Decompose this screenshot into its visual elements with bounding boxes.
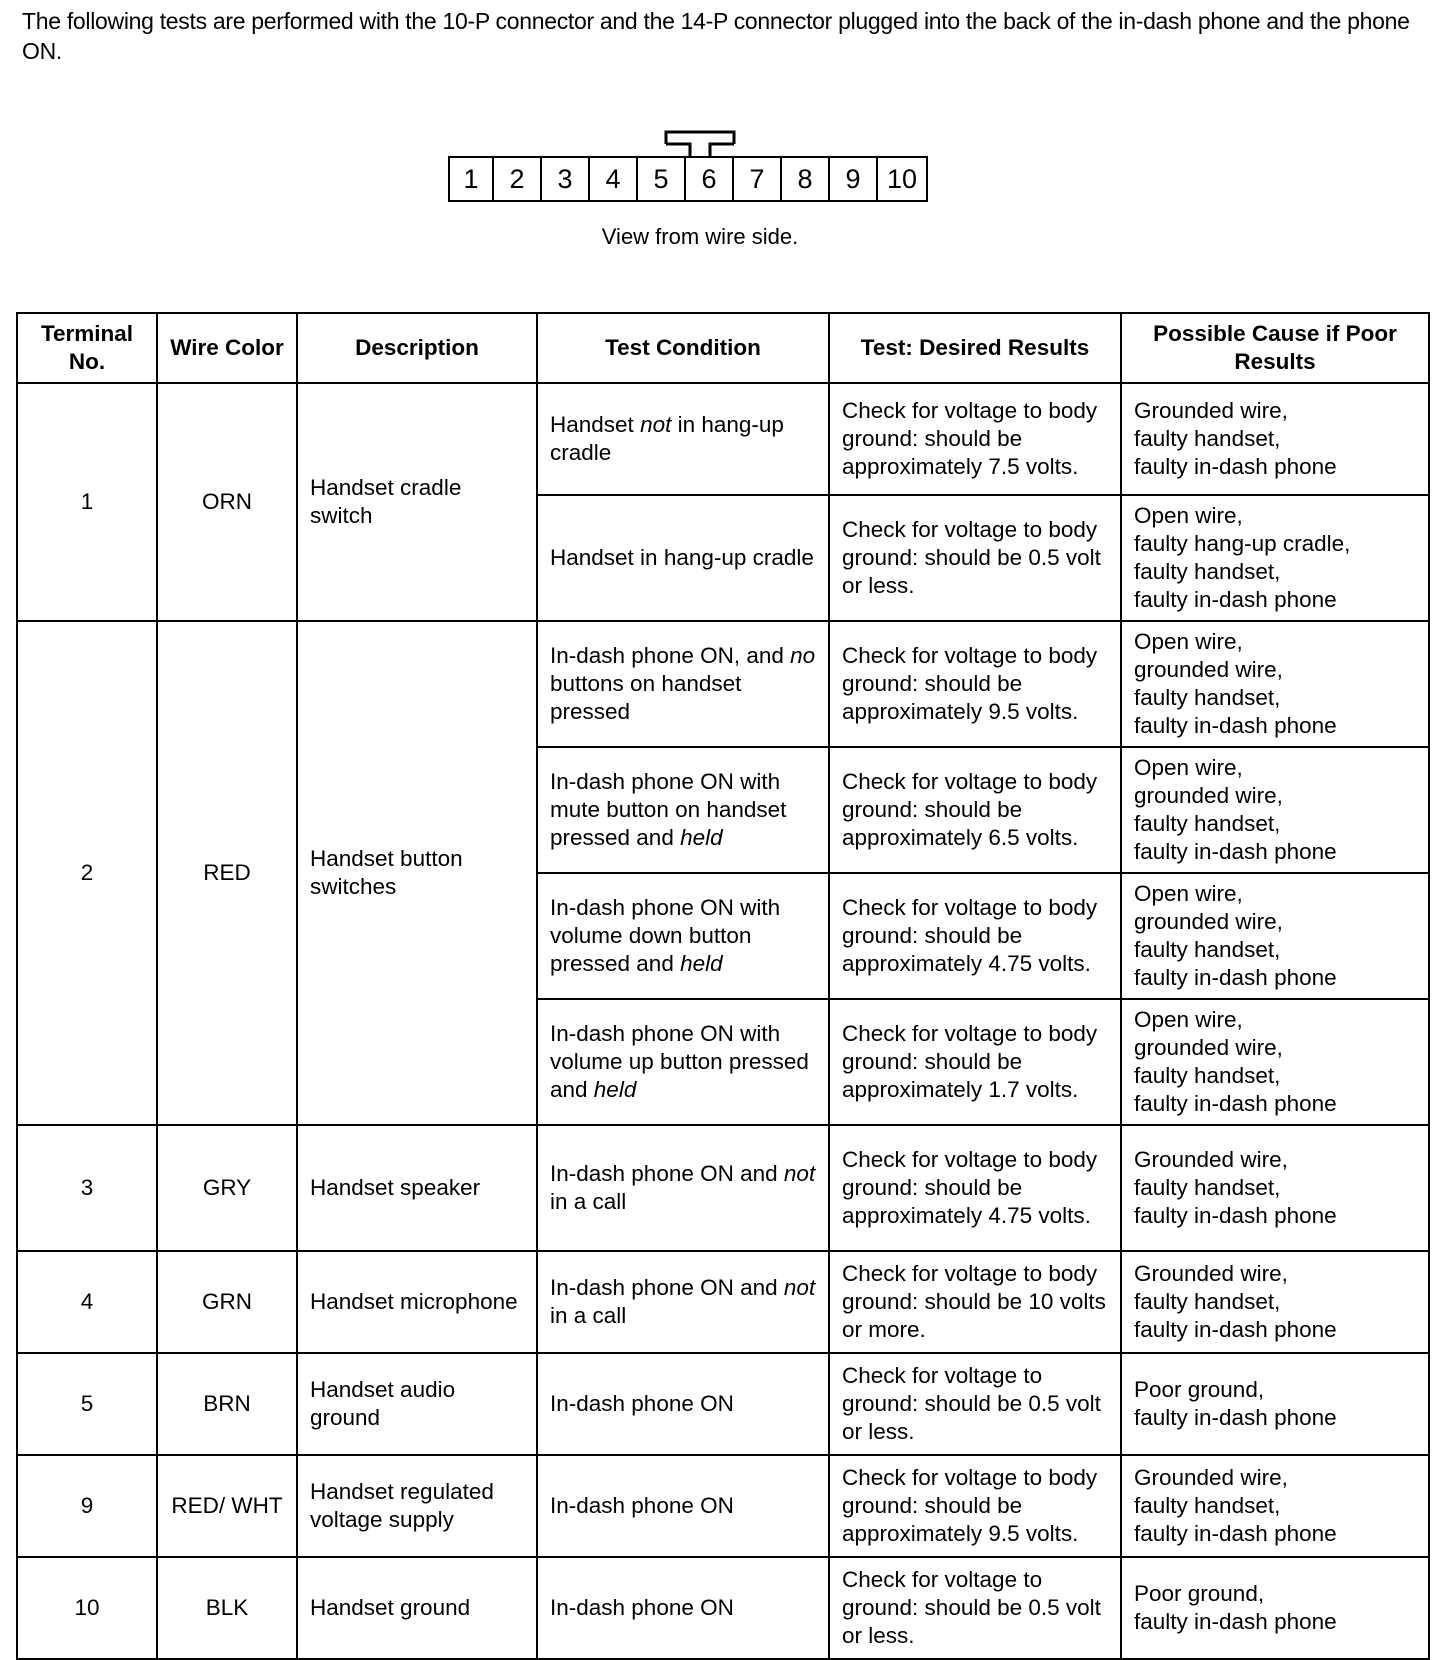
- test-condition-cell: In-dash phone ON and not in a call: [537, 1251, 829, 1353]
- possible-cause-cell: Poor ground, faulty in-dash phone: [1121, 1353, 1429, 1455]
- description-cell: Handset audio ground: [297, 1353, 537, 1455]
- possible-cause-cell: Open wire, faulty hang-up cradle, faulty handset, faulty in-dash phone: [1121, 495, 1429, 621]
- desired-result-cell: Check for voltage to body ground: should be 0.5 volt or less.: [829, 495, 1121, 621]
- test-condition-cell: In-dash phone ON, and no buttons on handset pressed: [537, 621, 829, 747]
- terminal-cell: 1: [17, 383, 157, 621]
- terminal-cell: 5: [17, 1353, 157, 1455]
- desired-result-cell: Check for voltage to ground: should be 0.5 volt or less.: [829, 1557, 1121, 1659]
- desired-result-cell: Check for voltage to body ground: should be approximately 6.5 volts.: [829, 747, 1121, 873]
- connector-pin: 5: [638, 158, 686, 200]
- table-header-row: [17, 313, 1429, 383]
- table-row: [17, 1455, 1429, 1557]
- possible-cause-cell: Grounded wire, faulty handset, faulty in-dash phone: [1121, 383, 1429, 495]
- test-table: [16, 312, 1430, 1660]
- wire-color-cell: RED/ WHT: [157, 1455, 297, 1557]
- test-condition-cell: In-dash phone ON with volume up button pressed and held: [537, 999, 829, 1125]
- desired-result-cell: Check for voltage to body ground: should be approximately 4.75 volts.: [829, 873, 1121, 999]
- connector-pin: 4: [590, 158, 638, 200]
- test-condition-cell: In-dash phone ON: [537, 1455, 829, 1557]
- header-possible-cause: Possible Cause if Poor Results: [1121, 313, 1429, 383]
- test-condition-cell: In-dash phone ON with mute button on handset pressed and held: [537, 747, 829, 873]
- possible-cause-cell: Grounded wire, faulty handset, faulty in-dash phone: [1121, 1251, 1429, 1353]
- desired-result-cell: Check for voltage to body ground: should be 10 volts or more.: [829, 1251, 1121, 1353]
- desired-result-cell: Check for voltage to body ground: should be approximately 4.75 volts.: [829, 1125, 1121, 1251]
- terminal-cell: 4: [17, 1251, 157, 1353]
- test-condition-cell: In-dash phone ON with volume down button pressed and held: [537, 873, 829, 999]
- possible-cause-cell: Open wire, grounded wire, faulty handset, faulty in-dash phone: [1121, 999, 1429, 1125]
- connector-pin: 1: [450, 158, 494, 200]
- wire-color-cell: RED: [157, 621, 297, 1125]
- terminal-cell: 10: [17, 1557, 157, 1659]
- possible-cause-cell: Grounded wire, faulty handset, faulty in-dash phone: [1121, 1455, 1429, 1557]
- connector-diagram: [448, 156, 928, 202]
- possible-cause-cell: Poor ground, faulty in-dash phone: [1121, 1557, 1429, 1659]
- table-row: [17, 1557, 1429, 1659]
- possible-cause-cell: Open wire, grounded wire, faulty handset, faulty in-dash phone: [1121, 747, 1429, 873]
- connector-pin: 10: [886, 163, 918, 194]
- table-row: [17, 1251, 1429, 1353]
- wire-color-cell: BRN: [157, 1353, 297, 1455]
- connector-pin: 6: [686, 158, 734, 200]
- test-condition-cell: In-dash phone ON: [537, 1353, 829, 1455]
- connector-pin: 7: [734, 158, 782, 200]
- description-cell: Handset cradle switch: [297, 383, 537, 621]
- connector-pin: 2: [494, 158, 542, 200]
- table-row: [17, 1353, 1429, 1455]
- terminal-cell: 2: [17, 621, 157, 1125]
- header-terminal: Terminal No.: [17, 313, 157, 383]
- table-row: [17, 383, 1429, 495]
- wire-color-cell: GRN: [157, 1251, 297, 1353]
- description-cell: Handset button switches: [297, 621, 537, 1125]
- header-desired-results: Test: Desired Results: [829, 313, 1121, 383]
- desired-result-cell: Check for voltage to ground: should be 0.5 volt or less.: [829, 1353, 1121, 1455]
- wire-color-cell: BLK: [157, 1557, 297, 1659]
- test-condition-cell: In-dash phone ON: [537, 1557, 829, 1659]
- wire-color-cell: ORN: [157, 383, 297, 621]
- header-description: Description: [297, 313, 537, 383]
- connector-pin: 9: [830, 158, 878, 200]
- description-cell: Handset ground: [297, 1557, 537, 1659]
- possible-cause-cell: Open wire, grounded wire, faulty handset, faulty in-dash phone: [1121, 621, 1429, 747]
- desired-result-cell: Check for voltage to body ground: should be approximately 9.5 volts.: [829, 1455, 1121, 1557]
- terminal-cell: 9: [17, 1455, 157, 1557]
- connector-pin: 3: [542, 158, 590, 200]
- connector-caption: View from wire side.: [601, 224, 799, 249]
- possible-cause-cell: Grounded wire, faulty handset, faulty in-dash phone: [1121, 1125, 1429, 1251]
- possible-cause-cell: Open wire, grounded wire, faulty handset, faulty in-dash phone: [1121, 873, 1429, 999]
- desired-result-cell: Check for voltage to body ground: should be approximately 1.7 volts.: [829, 999, 1121, 1125]
- terminal-cell: 3: [17, 1125, 157, 1251]
- header-wire-color: Wire Color: [157, 313, 297, 383]
- intro-text: The following tests are performed with the 10-P connector and the 14-P connector plugged into the back of the in-dash phone and the phone ON.: [22, 8, 1410, 64]
- desired-result-cell: Check for voltage to body ground: should be approximately 9.5 volts.: [829, 621, 1121, 747]
- description-cell: Handset speaker: [297, 1125, 537, 1251]
- test-condition-cell: Handset not in hang-up cradle: [537, 383, 829, 495]
- description-cell: Handset regulated voltage supply: [297, 1455, 537, 1557]
- table-row: [17, 621, 1429, 747]
- connector-pin: 8: [782, 158, 830, 200]
- header-test-condition: Test Condition: [537, 313, 829, 383]
- test-condition-cell: In-dash phone ON and not in a call: [537, 1125, 829, 1251]
- wire-color-cell: GRY: [157, 1125, 297, 1251]
- desired-result-cell: Check for voltage to body ground: should be approximately 7.5 volts.: [829, 383, 1121, 495]
- test-condition-cell: Handset in hang-up cradle: [537, 495, 829, 621]
- description-cell: Handset microphone: [297, 1251, 537, 1353]
- table-row: [17, 1125, 1429, 1251]
